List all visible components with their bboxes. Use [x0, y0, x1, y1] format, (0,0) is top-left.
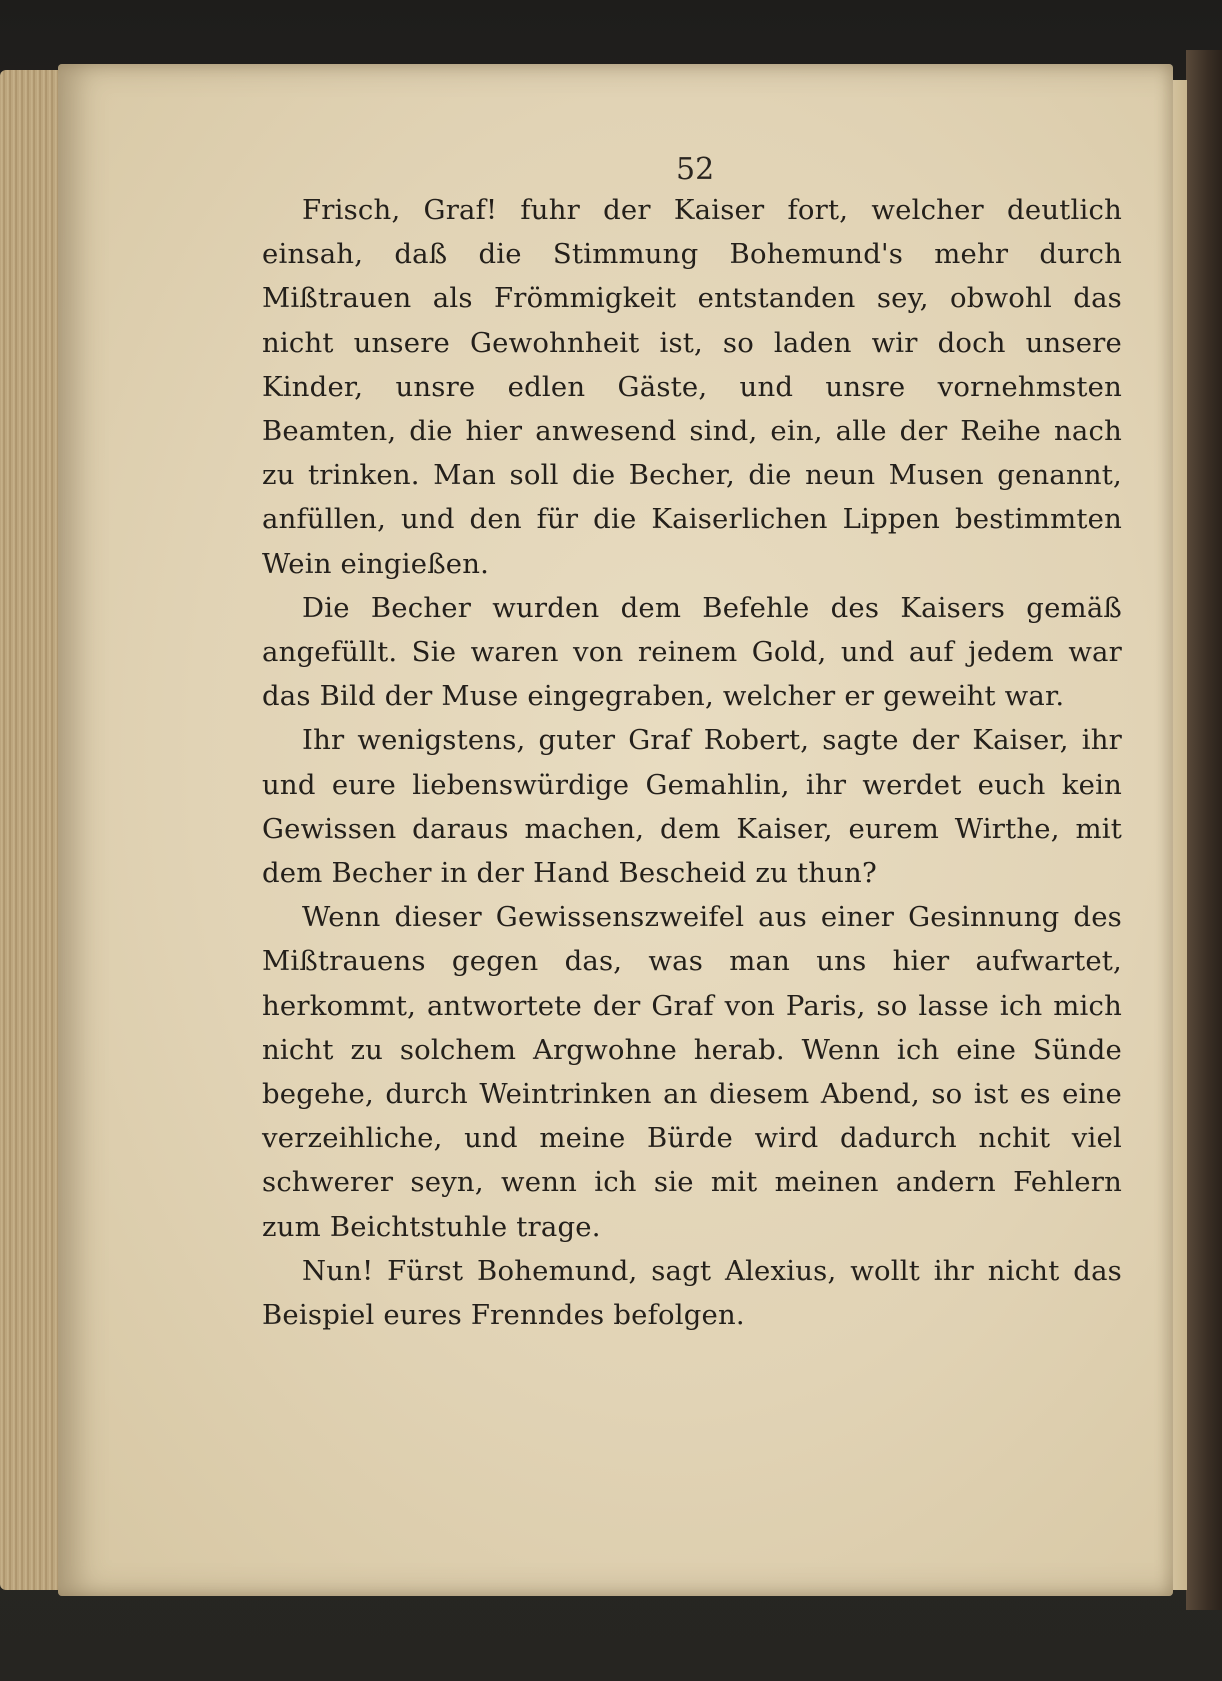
book-cover-edge	[1186, 50, 1222, 1610]
paragraph-1: Frisch, Graf! fuhr der Kaiser fort, welcher deutlich einsah, daß die Stimmung Bohemund's mehr durch Mißtrauen als Frömmigkeit entstanden sey, obwohl das nicht unsere Gewohnheit ist, so laden wir doch unsere Kinder, unsre edlen Gäste, und unsre vornehmsten Beamten, die hier anwesend sind, ein, alle der Reihe nach zu trinken. Man soll die Becher, die neun Musen genannt, anfüllen, und den für die Kaiserlichen Lippen bestimmten Wein eingießen.	[262, 194, 1122, 580]
paragraph-5: Nun! Fürst Bohemund, sagt Alexius, wollt ihr nicht das Beispiel eures Frenndes befolgen.	[262, 1254, 1122, 1332]
page-number: 52	[676, 152, 715, 187]
paragraph-3: Ihr wenigstens, guter Graf Robert, sagte der Kaiser, ihr und eure liebenswürdige Gemahlin, ihr werdet euch kein Gewissen daraus machen, dem Kaiser, eurem Wirthe, mit dem Becher in der Hand Bescheid zu thun?	[262, 724, 1122, 890]
page-text	[262, 188, 1122, 1337]
paragraph-4: Wenn dieser Gewissenszweifel aus einer Gesinnung des Mißtrauens gegen das, was man uns hier aufwartet, herkommt, antwortete der Graf von Paris, so lasse ich mich nicht zu solchem Argwohne herab. Wenn ich eine Sünde begehe, durch Weintrinken an diesem Abend, so ist es eine verzeihliche, und meine Bürde wird dadurch nchit viel schwerer seyn, wenn ich sie mit meinen andern Fehlern zum Beichtstuhle trage.	[262, 901, 1122, 1243]
paragraph-2: Die Becher wurden dem Befehle des Kaisers gemäß angefüllt. Sie waren von reinem Gold, und auf jedem war das Bild der Muse eingegraben, welcher er geweiht war.	[262, 591, 1122, 713]
